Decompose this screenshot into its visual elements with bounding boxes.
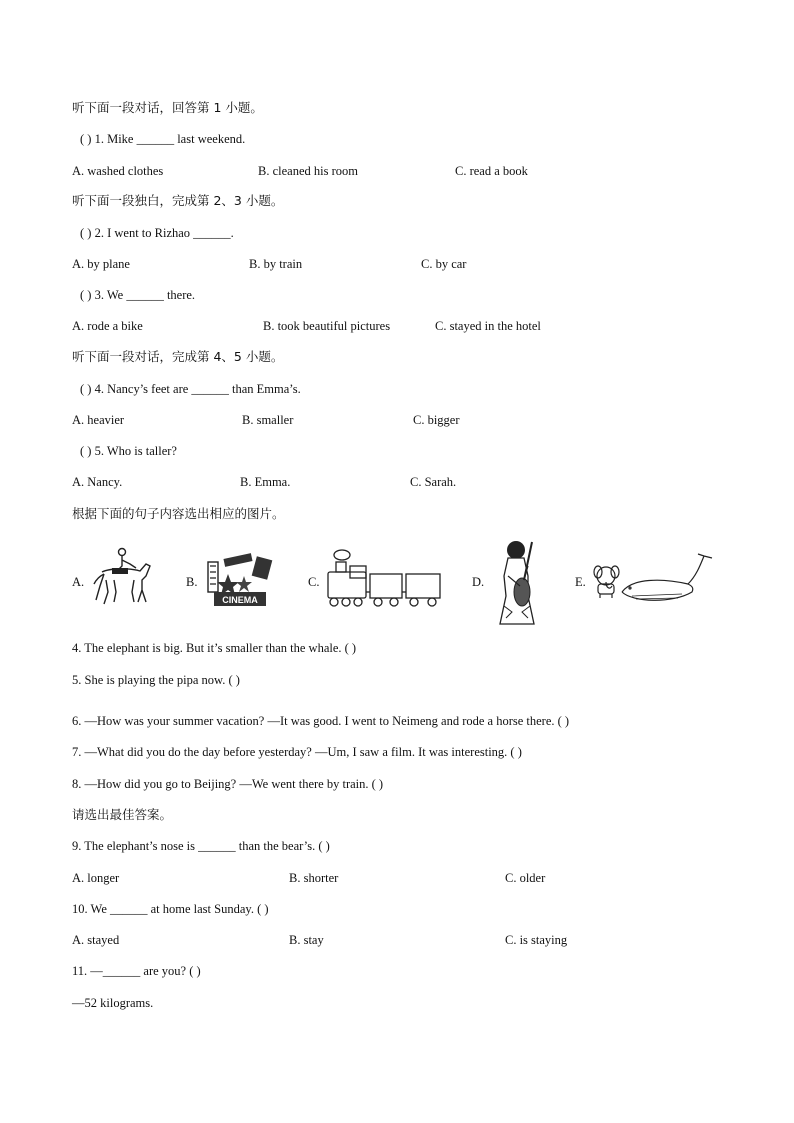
question-11-stem: 11. —______ are you? ( ) <box>72 964 201 978</box>
question-2-stem: ( ) 2. I went to Rizhao ______. <box>80 226 234 240</box>
q9-option-c: C. older <box>505 871 546 885</box>
q3-option-a: A. rode a bike <box>72 319 143 333</box>
section-heading-3: 听下面一段对话，完成第 4、5 小题。 <box>72 349 284 364</box>
q5-option-b: B. Emma. <box>240 475 291 489</box>
question-1-stem: ( ) 1. Mike ______ last weekend. <box>80 132 246 146</box>
match-sentence-5: 5. She is playing the pipa now. ( ) <box>72 673 240 687</box>
picture-label-a: A. <box>72 575 85 589</box>
match-sentence-6: 6. —How was your summer vacation? —It was good. I went to Neimeng and rode a horse there. ( ) <box>72 714 570 728</box>
match-sentence-8: 8. —How did you go to Beijing? —We went there by train. ( ) <box>72 777 384 791</box>
question-3-stem: ( ) 3. We ______ there. <box>80 288 196 302</box>
question-4-stem: ( ) 4. Nancy’s feet are ______ than Emma’s. <box>80 382 301 396</box>
pipa-player-image <box>494 536 544 628</box>
picture-label-e: E. <box>575 575 586 589</box>
train-image <box>324 548 444 610</box>
cinema-sign-text: CINEMA <box>222 595 258 605</box>
question-11-answer: —52 kilograms. <box>72 996 154 1010</box>
q2-option-a: A. by plane <box>72 257 130 271</box>
q4-option-a: A. heavier <box>72 413 125 427</box>
q3-option-b: B. took beautiful pictures <box>263 319 391 333</box>
q3-option-c: C. stayed in the hotel <box>435 319 541 333</box>
q10-option-c: C. is staying <box>505 933 568 947</box>
q4-option-c: C. bigger <box>413 413 460 427</box>
section-heading-2: 听下面一段独白，完成第 2、3 小题。 <box>72 193 284 208</box>
q9-option-b: B. shorter <box>289 871 339 885</box>
q9-option-a: A. longer <box>72 871 120 885</box>
q10-option-b: B. stay <box>289 933 324 947</box>
match-sentence-7: 7. —What did you do the day before yesterday? —Um, I saw a film. It was interesting. ( ) <box>72 745 522 759</box>
match-sentence-4: 4. The elephant is big. But it’s smaller than the whale. ( ) <box>72 641 357 655</box>
q5-option-c: C. Sarah. <box>410 475 457 489</box>
q4-option-b: B. smaller <box>242 413 294 427</box>
q1-option-b: B. cleaned his room <box>258 164 358 178</box>
picture-label-b: B. <box>186 575 198 589</box>
question-9-stem: 9. The elephant’s nose is ______ than the bear’s. ( ) <box>72 839 330 853</box>
horse-rider-image <box>90 546 154 608</box>
picture-label-d: D. <box>472 575 485 589</box>
q2-option-c: C. by car <box>421 257 467 271</box>
q5-option-a: A. Nancy. <box>72 475 123 489</box>
question-5-stem: ( ) 5. Who is taller? <box>80 444 177 458</box>
question-10-stem: 10. We ______ at home last Sunday. ( ) <box>72 902 269 916</box>
cinema-image <box>204 552 274 608</box>
q10-option-a: A. stayed <box>72 933 120 947</box>
section-heading-4: 根据下面的句子内容选出相应的图片。 <box>72 506 285 521</box>
section-heading-1: 听下面一段对话，回答第 1 小题。 <box>72 100 263 115</box>
elephant-whale-image <box>592 546 716 610</box>
q1-option-a: A. washed clothes <box>72 164 164 178</box>
q1-option-c: C. read a book <box>455 164 528 178</box>
q2-option-b: B. by train <box>249 257 303 271</box>
section-heading-5: 请选出最佳答案。 <box>72 807 173 822</box>
picture-label-c: C. <box>308 575 320 589</box>
